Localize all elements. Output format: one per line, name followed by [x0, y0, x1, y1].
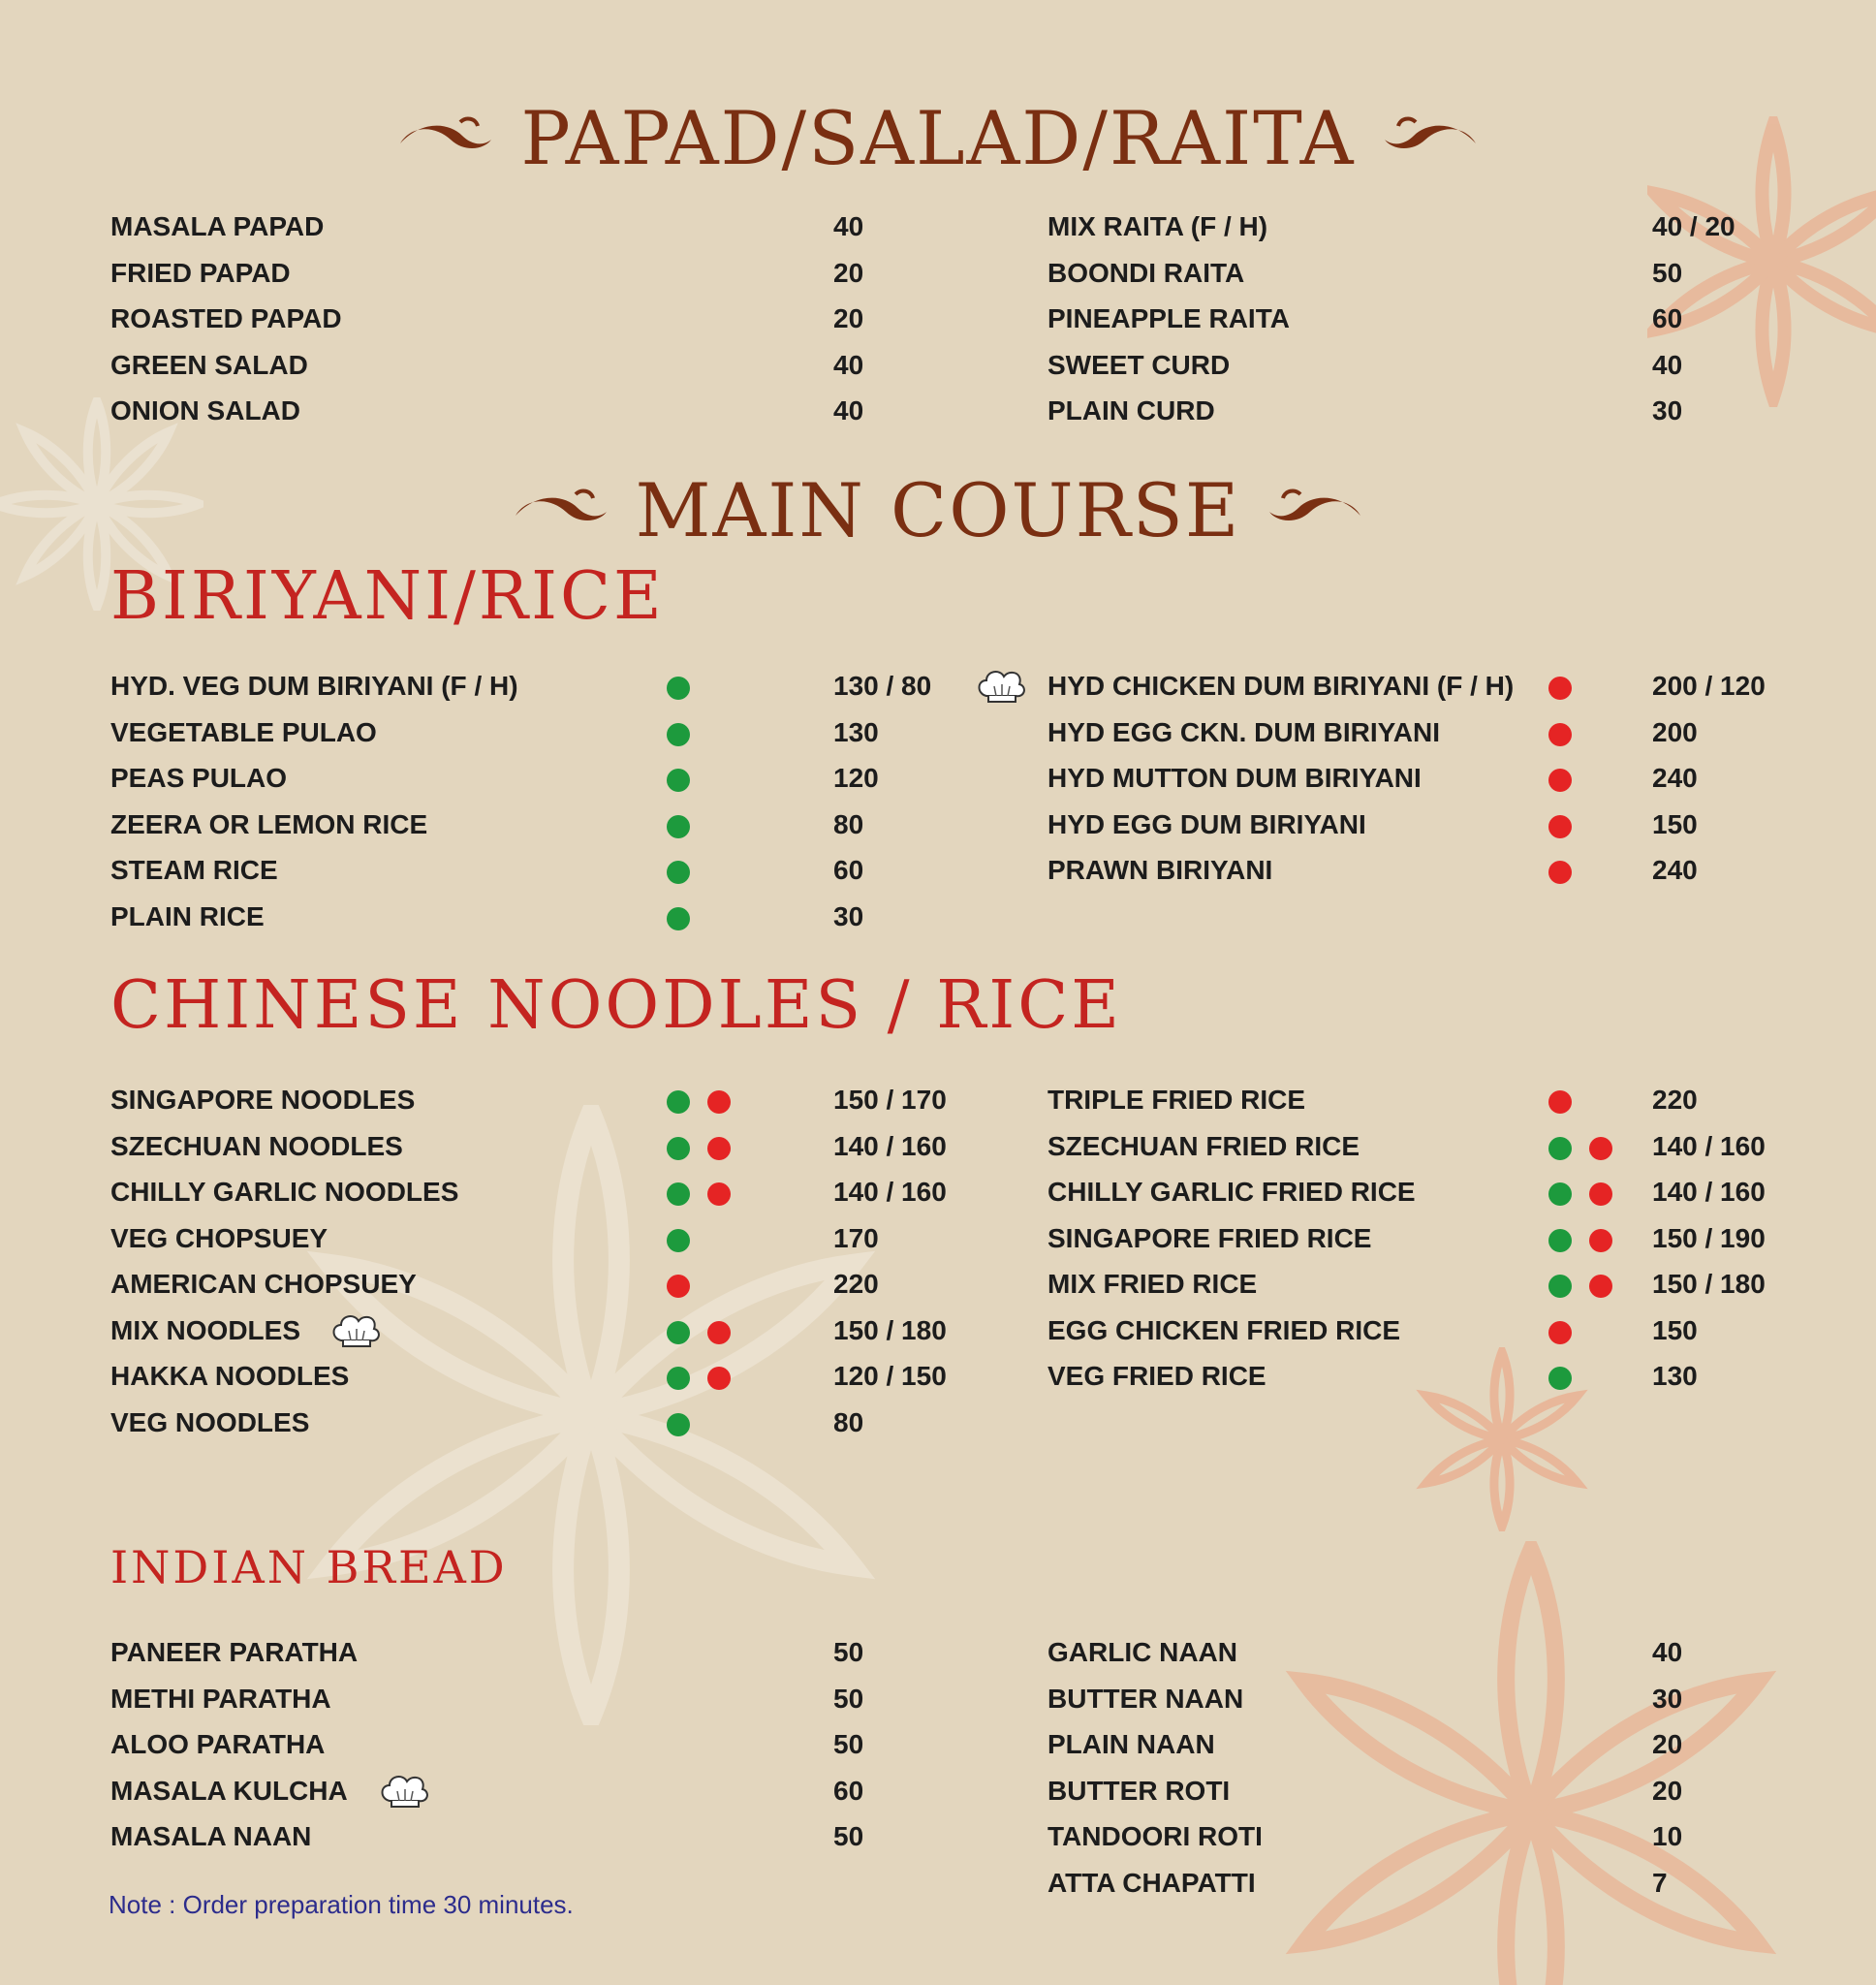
veg-indicator-icon	[667, 723, 690, 746]
menu-item-name: SZECHUAN NOODLES	[110, 1130, 403, 1161]
section-title-main-text: MAIN COURSE	[635, 467, 1241, 553]
menu-item-price: 120 / 150	[833, 1361, 947, 1391]
section-title-main	[0, 467, 1876, 553]
menu-item-row	[1047, 1269, 1876, 1308]
menu-item-row	[110, 395, 983, 434]
category-title-bread: INDIAN BREAD	[110, 1541, 508, 1593]
menu-item-name: MASALA KULCHA	[110, 1775, 348, 1806]
preparation-note: Note : Order preparation time 30 minutes.	[109, 1890, 574, 1919]
menu-item-name: EGG CHICKEN FRIED RICE	[1047, 1314, 1401, 1345]
menu-item-name: TRIPLE FRIED RICE	[1047, 1085, 1306, 1115]
veg-indicator-icon	[667, 1321, 690, 1344]
menu-item-name: CHILLY GARLIC FRIED RICE	[1047, 1177, 1416, 1207]
chili-swirl-left-icon	[392, 114, 499, 163]
menu-item-row	[1047, 1868, 1876, 1906]
menu-item-name: HYD EGG DUM BIRIYANI	[1047, 808, 1366, 839]
veg-indicator-icon	[1548, 1229, 1572, 1252]
menu-item-price: 50	[833, 1729, 864, 1759]
menu-item-name: GARLIC NAAN	[1047, 1637, 1237, 1667]
menu-item-row	[110, 763, 983, 802]
menu-item-price: 60	[833, 1775, 864, 1806]
menu-item-price: 7	[1652, 1867, 1668, 1898]
menu-item-price: 200 / 120	[1652, 671, 1766, 701]
menu-item-row	[110, 1407, 983, 1446]
menu-item-row	[1047, 809, 1876, 848]
menu-item-name: VEG CHOPSUEY	[110, 1222, 328, 1253]
menu-item-row	[110, 1223, 983, 1262]
menu-item-row	[110, 901, 983, 940]
menu-item-price: 170	[833, 1222, 879, 1253]
menu-item-row	[110, 809, 983, 848]
menu-item-price: 220	[1652, 1085, 1698, 1115]
menu-item-price: 20	[1652, 1775, 1683, 1806]
menu-item-price: 130 / 80	[833, 671, 932, 701]
menu-item-name: MASALA NAAN	[110, 1821, 312, 1851]
nonveg-indicator-icon	[667, 1275, 690, 1298]
menu-item-price: 240	[1652, 855, 1698, 885]
chili-swirl-left-icon	[508, 487, 614, 535]
nonveg-indicator-icon	[707, 1182, 731, 1206]
nonveg-indicator-icon	[1589, 1137, 1612, 1160]
veg-indicator-icon	[667, 1182, 690, 1206]
menu-item-price: 240	[1652, 763, 1698, 793]
menu-item-row	[1047, 1223, 1876, 1262]
chili-swirl-right-icon	[1377, 114, 1484, 163]
menu-item-price: 30	[833, 900, 864, 931]
menu-item-name: VEG NOODLES	[110, 1406, 310, 1437]
menu-item-name: HYD CHICKEN DUM BIRIYANI (F / H)	[1047, 671, 1515, 701]
menu-item-price: 150 / 170	[833, 1085, 947, 1115]
menu-item-row	[110, 1684, 983, 1722]
menu-item-price: 80	[833, 808, 864, 839]
menu-item-row	[1047, 763, 1876, 802]
menu-item-row	[1047, 258, 1876, 297]
nonveg-indicator-icon	[707, 1367, 731, 1390]
menu-item-row	[1047, 303, 1876, 342]
nonveg-indicator-icon	[1548, 1090, 1572, 1114]
menu-item-name: PLAIN CURD	[1047, 395, 1215, 425]
menu-item-row	[110, 1315, 983, 1354]
menu-item-name: PEAS PULAO	[110, 763, 288, 793]
menu-item-price: 40	[1652, 349, 1683, 380]
veg-indicator-icon	[667, 1413, 690, 1436]
nonveg-indicator-icon	[707, 1090, 731, 1114]
menu-item-row	[110, 303, 983, 342]
menu-item-name: PANEER PARATHA	[110, 1637, 359, 1667]
menu-item-row	[1047, 1637, 1876, 1676]
nonveg-indicator-icon	[707, 1321, 731, 1344]
menu-item-row	[1047, 1776, 1876, 1814]
menu-item-price: 50	[833, 1683, 864, 1714]
menu-item-row	[110, 350, 983, 389]
menu-item-row	[1047, 350, 1876, 389]
veg-indicator-icon	[1548, 1275, 1572, 1298]
nonveg-indicator-icon	[1548, 677, 1572, 700]
chef-hat-icon	[329, 1311, 382, 1350]
menu-item-row	[1047, 1729, 1876, 1768]
menu-item-name: SZECHUAN FRIED RICE	[1047, 1130, 1360, 1161]
menu-item-price: 200	[1652, 716, 1698, 747]
veg-indicator-icon	[667, 1229, 690, 1252]
menu-item-price: 20	[1652, 1729, 1683, 1759]
menu-item-name: STEAM RICE	[110, 855, 278, 885]
menu-item-name: ALOO PARATHA	[110, 1729, 326, 1759]
menu-item-name: MIX FRIED RICE	[1047, 1269, 1258, 1299]
veg-indicator-icon	[667, 815, 690, 838]
menu-item-name: GREEN SALAD	[110, 349, 308, 380]
menu-item-price: 60	[833, 855, 864, 885]
menu-item-row	[110, 1637, 983, 1676]
menu-item-price: 40	[833, 211, 864, 241]
menu-item-name: MIX NOODLES	[110, 1314, 301, 1345]
veg-indicator-icon	[667, 861, 690, 884]
menu-item-name: VEGETABLE PULAO	[110, 716, 377, 747]
nonveg-indicator-icon	[1548, 723, 1572, 746]
menu-item-row	[110, 671, 983, 709]
menu-item-price: 150	[1652, 808, 1698, 839]
menu-item-row	[110, 1177, 983, 1215]
menu-item-price: 130	[1652, 1361, 1698, 1391]
menu-item-name: SWEET CURD	[1047, 349, 1231, 380]
menu-item-price: 150 / 190	[1652, 1222, 1766, 1253]
menu-item-name: PRAWN BIRIYANI	[1047, 855, 1273, 885]
menu-item-price: 40	[1652, 1637, 1683, 1667]
veg-indicator-icon	[667, 769, 690, 792]
menu-item-row	[1047, 1131, 1876, 1170]
veg-indicator-icon	[667, 1367, 690, 1390]
menu-item-row	[1047, 211, 1876, 250]
menu-item-name: FRIED PAPAD	[110, 257, 291, 288]
menu-item-row	[110, 1776, 983, 1814]
category-title-biriyani: BIRIYANI/RICE	[110, 558, 665, 635]
menu-item-row	[110, 1085, 983, 1123]
menu-item-name: SINGAPORE FRIED RICE	[1047, 1222, 1372, 1253]
category-title-chinese: CHINESE NOODLES / RICE	[110, 967, 1122, 1044]
menu-item-row	[110, 1269, 983, 1308]
veg-indicator-icon	[667, 1090, 690, 1114]
menu-item-name: BUTTER ROTI	[1047, 1775, 1231, 1806]
menu-item-price: 30	[1652, 395, 1683, 425]
nonveg-indicator-icon	[1589, 1275, 1612, 1298]
menu-item-price: 40	[833, 349, 864, 380]
menu-item-row	[110, 1131, 983, 1170]
menu-item-name: TANDOORI ROTI	[1047, 1821, 1263, 1851]
menu-item-name: AMERICAN CHOPSUEY	[110, 1269, 417, 1299]
menu-item-row	[1047, 1821, 1876, 1860]
section-title-papad	[0, 95, 1876, 181]
menu-item-price: 20	[833, 303, 864, 333]
menu-item-row	[110, 1729, 983, 1768]
menu-item-name: PINEAPPLE RAITA	[1047, 303, 1290, 333]
menu-item-row	[110, 1361, 983, 1400]
section-title-papad-text: PAPAD/SALAD/RAITA	[520, 95, 1356, 181]
menu-item-price: 20	[833, 257, 864, 288]
menu-item-row	[110, 258, 983, 297]
menu-item-name: MIX RAITA (F / H)	[1047, 211, 1268, 241]
menu-item-name: MASALA PAPAD	[110, 211, 325, 241]
menu-item-name: VEG FRIED RICE	[1047, 1361, 1266, 1391]
menu-item-row	[1047, 855, 1876, 894]
menu-item-price: 40 / 20	[1652, 211, 1735, 241]
menu-item-price: 80	[833, 1406, 864, 1437]
menu-item-price: 50	[1652, 257, 1683, 288]
veg-indicator-icon	[667, 907, 690, 930]
menu-item-price: 150 / 180	[1652, 1269, 1766, 1299]
menu-item-name: HYD. VEG DUM BIRIYANI (F / H)	[110, 671, 518, 701]
nonveg-indicator-icon	[1548, 769, 1572, 792]
menu-item-price: 150	[1652, 1314, 1698, 1345]
menu-item-name: METHI PARATHA	[110, 1683, 331, 1714]
menu-item-row	[110, 211, 983, 250]
menu-item-price: 140 / 160	[1652, 1177, 1766, 1207]
veg-indicator-icon	[1548, 1137, 1572, 1160]
menu-item-price: 60	[1652, 303, 1683, 333]
menu-item-price: 50	[833, 1821, 864, 1851]
menu-item-price: 220	[833, 1269, 879, 1299]
menu-item-name: ATTA CHAPATTI	[1047, 1867, 1256, 1898]
menu-item-price: 120	[833, 763, 879, 793]
chili-swirl-right-icon	[1262, 487, 1368, 535]
menu-item-price: 140 / 160	[833, 1130, 947, 1161]
veg-indicator-icon	[667, 1137, 690, 1160]
menu-item-price: 50	[833, 1637, 864, 1667]
veg-indicator-icon	[1548, 1367, 1572, 1390]
menu-item-row	[1047, 671, 1876, 709]
nonveg-indicator-icon	[1589, 1229, 1612, 1252]
chef-hat-icon	[378, 1772, 430, 1811]
menu-item-name: HAKKA NOODLES	[110, 1361, 350, 1391]
menu-item-name: HYD MUTTON DUM BIRIYANI	[1047, 763, 1422, 793]
menu-item-name: ZEERA OR LEMON RICE	[110, 808, 428, 839]
menu-item-price: 140 / 160	[833, 1177, 947, 1207]
menu-item-row	[1047, 1361, 1876, 1400]
menu-item-row	[110, 855, 983, 894]
veg-indicator-icon	[1548, 1182, 1572, 1206]
menu-item-row	[1047, 1315, 1876, 1354]
menu-item-name: CHILLY GARLIC NOODLES	[110, 1177, 459, 1207]
chef-hat-icon	[975, 667, 1027, 706]
menu-item-row	[1047, 1177, 1876, 1215]
menu-item-price: 140 / 160	[1652, 1130, 1766, 1161]
menu-item-price: 30	[1652, 1683, 1683, 1714]
menu-item-name: PLAIN NAAN	[1047, 1729, 1215, 1759]
menu-item-name: PLAIN RICE	[110, 900, 265, 931]
nonveg-indicator-icon	[1589, 1182, 1612, 1206]
menu-item-name: ROASTED PAPAD	[110, 303, 342, 333]
veg-indicator-icon	[667, 677, 690, 700]
nonveg-indicator-icon	[1548, 1321, 1572, 1344]
menu-item-price: 150 / 180	[833, 1314, 947, 1345]
nonveg-indicator-icon	[1548, 861, 1572, 884]
menu-item-row	[1047, 1684, 1876, 1722]
menu-item-price: 10	[1652, 1821, 1683, 1851]
nonveg-indicator-icon	[1548, 815, 1572, 838]
menu-item-row	[110, 1821, 983, 1860]
menu-item-row	[1047, 1085, 1876, 1123]
menu-item-name: SINGAPORE NOODLES	[110, 1085, 416, 1115]
nonveg-indicator-icon	[707, 1137, 731, 1160]
menu-item-row	[1047, 717, 1876, 756]
menu-item-price: 130	[833, 716, 879, 747]
menu-item-row	[1047, 395, 1876, 434]
menu-item-row	[110, 717, 983, 756]
menu-item-name: BUTTER NAAN	[1047, 1683, 1244, 1714]
menu-item-name: BOONDI RAITA	[1047, 257, 1245, 288]
menu-item-price: 40	[833, 395, 864, 425]
menu-item-name: HYD EGG CKN. DUM BIRIYANI	[1047, 716, 1441, 747]
menu-item-name: ONION SALAD	[110, 395, 300, 425]
